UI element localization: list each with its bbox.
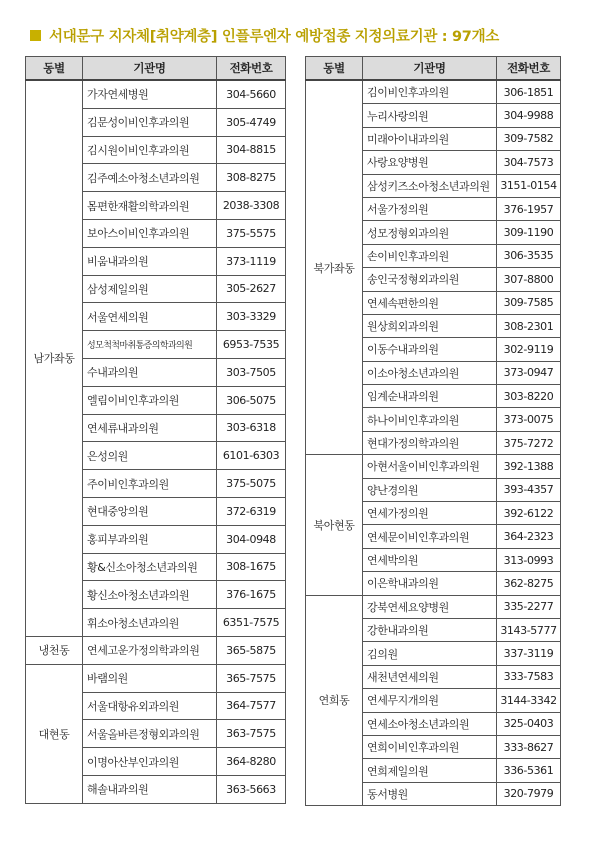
header-name: 기관명 xyxy=(363,57,497,81)
table-row xyxy=(306,595,561,618)
clinic-name-cell: 연희제일의원 xyxy=(363,759,497,782)
phone-cell: 376-1675 xyxy=(217,581,286,609)
clinic-name-cell: 연세소아청소년과의원 xyxy=(363,712,497,735)
clinic-name-cell: 원상희외과의원 xyxy=(363,314,497,337)
phone-cell: 302-9119 xyxy=(497,338,561,361)
header-name: 기관명 xyxy=(83,57,217,81)
phone-cell: 303-3329 xyxy=(217,303,286,331)
square-bullet-icon xyxy=(30,30,41,41)
phone-cell: 313-0993 xyxy=(497,548,561,571)
phone-cell: 376-1957 xyxy=(497,197,561,220)
clinic-name-cell: 김시원이비인후과의원 xyxy=(83,136,217,164)
clinic-name-cell: 성모척척마취통증의학과의원 xyxy=(83,331,217,359)
clinic-name-cell: 연희이비인후과의원 xyxy=(363,735,497,758)
clinic-name-cell: 연세박의원 xyxy=(363,548,497,571)
clinic-name-cell: 김이비인후과의원 xyxy=(363,80,497,104)
table-row xyxy=(306,455,561,478)
clinic-name-cell: 김의원 xyxy=(363,642,497,665)
clinic-name-cell: 동서병원 xyxy=(363,782,497,805)
phone-cell: 304-9988 xyxy=(497,104,561,127)
phone-cell: 373-1119 xyxy=(217,247,286,275)
phone-cell: 363-5663 xyxy=(217,775,286,803)
phone-cell: 304-5660 xyxy=(217,80,286,108)
header-dong: 동별 xyxy=(306,57,363,81)
header-phone: 전화번호 xyxy=(497,57,561,81)
clinic-name-cell: 미래아이내과의원 xyxy=(363,127,497,150)
clinic-name-cell: 서울대항유외과의원 xyxy=(83,692,217,720)
clinic-name-cell: 이소아청소년과의원 xyxy=(363,361,497,384)
clinic-name-cell: 이명아산부인과의원 xyxy=(83,748,217,776)
phone-cell: 303-8220 xyxy=(497,385,561,408)
phone-cell: 335-2277 xyxy=(497,595,561,618)
phone-cell: 363-7575 xyxy=(217,720,286,748)
phone-cell: 364-2323 xyxy=(497,525,561,548)
phone-cell: 3151-0154 xyxy=(497,174,561,197)
clinic-name-cell: 임계순내과의원 xyxy=(363,385,497,408)
clinic-name-cell: 현대중앙의원 xyxy=(83,497,217,525)
phone-cell: 308-1675 xyxy=(217,553,286,581)
clinic-name-cell: 바램의원 xyxy=(83,664,217,692)
clinic-name-cell: 손이비인후과의원 xyxy=(363,244,497,267)
page-title-text: 서대문구 지자체[취약계층] 인플루엔자 예방접종 지정의료기관 : 97개소 xyxy=(49,28,500,45)
phone-cell: 320-7979 xyxy=(497,782,561,805)
phone-cell: 333-8627 xyxy=(497,735,561,758)
phone-cell: 392-6122 xyxy=(497,502,561,525)
clinic-name-cell: 강한내과의원 xyxy=(363,618,497,641)
clinic-name-cell: 서울연세의원 xyxy=(83,303,217,331)
dong-cell: 남가좌동 xyxy=(26,80,83,636)
phone-cell: 2038-3308 xyxy=(217,192,286,220)
dong-cell: 연희동 xyxy=(306,595,363,806)
phone-cell: 392-1388 xyxy=(497,455,561,478)
phone-cell: 307-8800 xyxy=(497,268,561,291)
clinic-name-cell: 양난경의원 xyxy=(363,478,497,501)
clinic-name-cell: 강북연세요양병원 xyxy=(363,595,497,618)
phone-cell: 372-6319 xyxy=(217,497,286,525)
phone-cell: 3143-5777 xyxy=(497,618,561,641)
table-row xyxy=(26,80,286,108)
clinic-name-cell: 연세무지개의원 xyxy=(363,689,497,712)
page-title xyxy=(30,24,590,46)
left-clinic-table xyxy=(25,56,286,804)
clinic-name-cell: 삼성키즈소아청소년과의원 xyxy=(363,174,497,197)
clinic-name-cell: 해솔내과의원 xyxy=(83,775,217,803)
clinic-name-cell: 하나이비인후과의원 xyxy=(363,408,497,431)
phone-cell: 3144-3342 xyxy=(497,689,561,712)
right-clinic-table xyxy=(305,56,561,806)
clinic-name-cell: 누리사랑의원 xyxy=(363,104,497,127)
phone-cell: 304-0948 xyxy=(217,525,286,553)
clinic-name-cell: 은성의원 xyxy=(83,442,217,470)
right-table-body xyxy=(306,80,561,806)
clinic-name-cell: 몸편한재활의학과의원 xyxy=(83,192,217,220)
table-header-row xyxy=(26,57,286,81)
phone-cell: 362-8275 xyxy=(497,572,561,595)
phone-cell: 305-2627 xyxy=(217,275,286,303)
clinic-name-cell: 송인국정형외과의원 xyxy=(363,268,497,291)
phone-cell: 337-3119 xyxy=(497,642,561,665)
clinic-name-cell: 보아스이비인후과의원 xyxy=(83,219,217,247)
phone-cell: 309-7582 xyxy=(497,127,561,150)
phone-cell: 306-1851 xyxy=(497,80,561,104)
clinic-name-cell: 연세류내과의원 xyxy=(83,414,217,442)
phone-cell: 304-7573 xyxy=(497,151,561,174)
clinic-name-cell: 사랑요양병원 xyxy=(363,151,497,174)
phone-cell: 6953-7535 xyxy=(217,331,286,359)
phone-cell: 373-0075 xyxy=(497,408,561,431)
phone-cell: 365-5875 xyxy=(217,636,286,664)
phone-cell: 375-5575 xyxy=(217,219,286,247)
clinic-name-cell: 연세문이비인후과의원 xyxy=(363,525,497,548)
phone-cell: 306-5075 xyxy=(217,386,286,414)
phone-cell: 308-8275 xyxy=(217,164,286,192)
phone-cell: 305-4749 xyxy=(217,108,286,136)
clinic-name-cell: 성모정형외과의원 xyxy=(363,221,497,244)
clinic-name-cell: 김문성이비인후과의원 xyxy=(83,108,217,136)
phone-cell: 365-7575 xyxy=(217,664,286,692)
header-phone: 전화번호 xyxy=(217,57,286,81)
clinic-name-cell: 홍피부과의원 xyxy=(83,525,217,553)
phone-cell: 333-7583 xyxy=(497,665,561,688)
phone-cell: 309-7585 xyxy=(497,291,561,314)
phone-cell: 308-2301 xyxy=(497,314,561,337)
clinic-name-cell: 수내과의원 xyxy=(83,358,217,386)
clinic-name-cell: 연세고운가정의학과의원 xyxy=(83,636,217,664)
clinic-name-cell: 연세속편한의원 xyxy=(363,291,497,314)
clinic-name-cell: 새천년연세의원 xyxy=(363,665,497,688)
header-dong: 동별 xyxy=(26,57,83,81)
phone-cell: 309-1190 xyxy=(497,221,561,244)
table-row xyxy=(306,80,561,104)
clinic-name-cell: 서울올바른정형외과의원 xyxy=(83,720,217,748)
clinic-name-cell: 서울가정의원 xyxy=(363,197,497,220)
clinic-name-cell: 엘림이비인후과의원 xyxy=(83,386,217,414)
phone-cell: 336-5361 xyxy=(497,759,561,782)
phone-cell: 364-8280 xyxy=(217,748,286,776)
phone-cell: 364-7577 xyxy=(217,692,286,720)
table-header-row xyxy=(306,57,561,81)
clinic-name-cell: 황&신소아청소년과의원 xyxy=(83,553,217,581)
clinic-name-cell: 김주예소아청소년과의원 xyxy=(83,164,217,192)
dong-cell: 북가좌동 xyxy=(306,80,363,455)
clinic-name-cell: 삼성제일의원 xyxy=(83,275,217,303)
clinic-name-cell: 비움내과의원 xyxy=(83,247,217,275)
table-row xyxy=(26,664,286,692)
dong-cell: 대현동 xyxy=(26,664,83,803)
clinic-name-cell: 휘소아청소년과의원 xyxy=(83,609,217,637)
clinic-name-cell: 주이비인후과의원 xyxy=(83,470,217,498)
phone-cell: 325-0403 xyxy=(497,712,561,735)
clinic-name-cell: 연세가정의원 xyxy=(363,502,497,525)
phone-cell: 6351-7575 xyxy=(217,609,286,637)
clinic-name-cell: 황신소아청소년과의원 xyxy=(83,581,217,609)
phone-cell: 303-7505 xyxy=(217,358,286,386)
dong-cell: 냉천동 xyxy=(26,636,83,664)
phone-cell: 306-3535 xyxy=(497,244,561,267)
dong-cell: 북아현동 xyxy=(306,455,363,595)
phone-cell: 304-8815 xyxy=(217,136,286,164)
phone-cell: 6101-6303 xyxy=(217,442,286,470)
clinic-name-cell: 아현서울이비인후과의원 xyxy=(363,455,497,478)
clinic-name-cell: 이은학내과의원 xyxy=(363,572,497,595)
phone-cell: 303-6318 xyxy=(217,414,286,442)
phone-cell: 375-5075 xyxy=(217,470,286,498)
phone-cell: 375-7272 xyxy=(497,431,561,454)
left-table-body xyxy=(26,80,286,803)
phone-cell: 393-4357 xyxy=(497,478,561,501)
clinic-name-cell: 이동수내과의원 xyxy=(363,338,497,361)
clinic-name-cell: 현대가정의학과의원 xyxy=(363,431,497,454)
table-row xyxy=(26,636,286,664)
clinic-name-cell: 가자연세병원 xyxy=(83,80,217,108)
phone-cell: 373-0947 xyxy=(497,361,561,384)
